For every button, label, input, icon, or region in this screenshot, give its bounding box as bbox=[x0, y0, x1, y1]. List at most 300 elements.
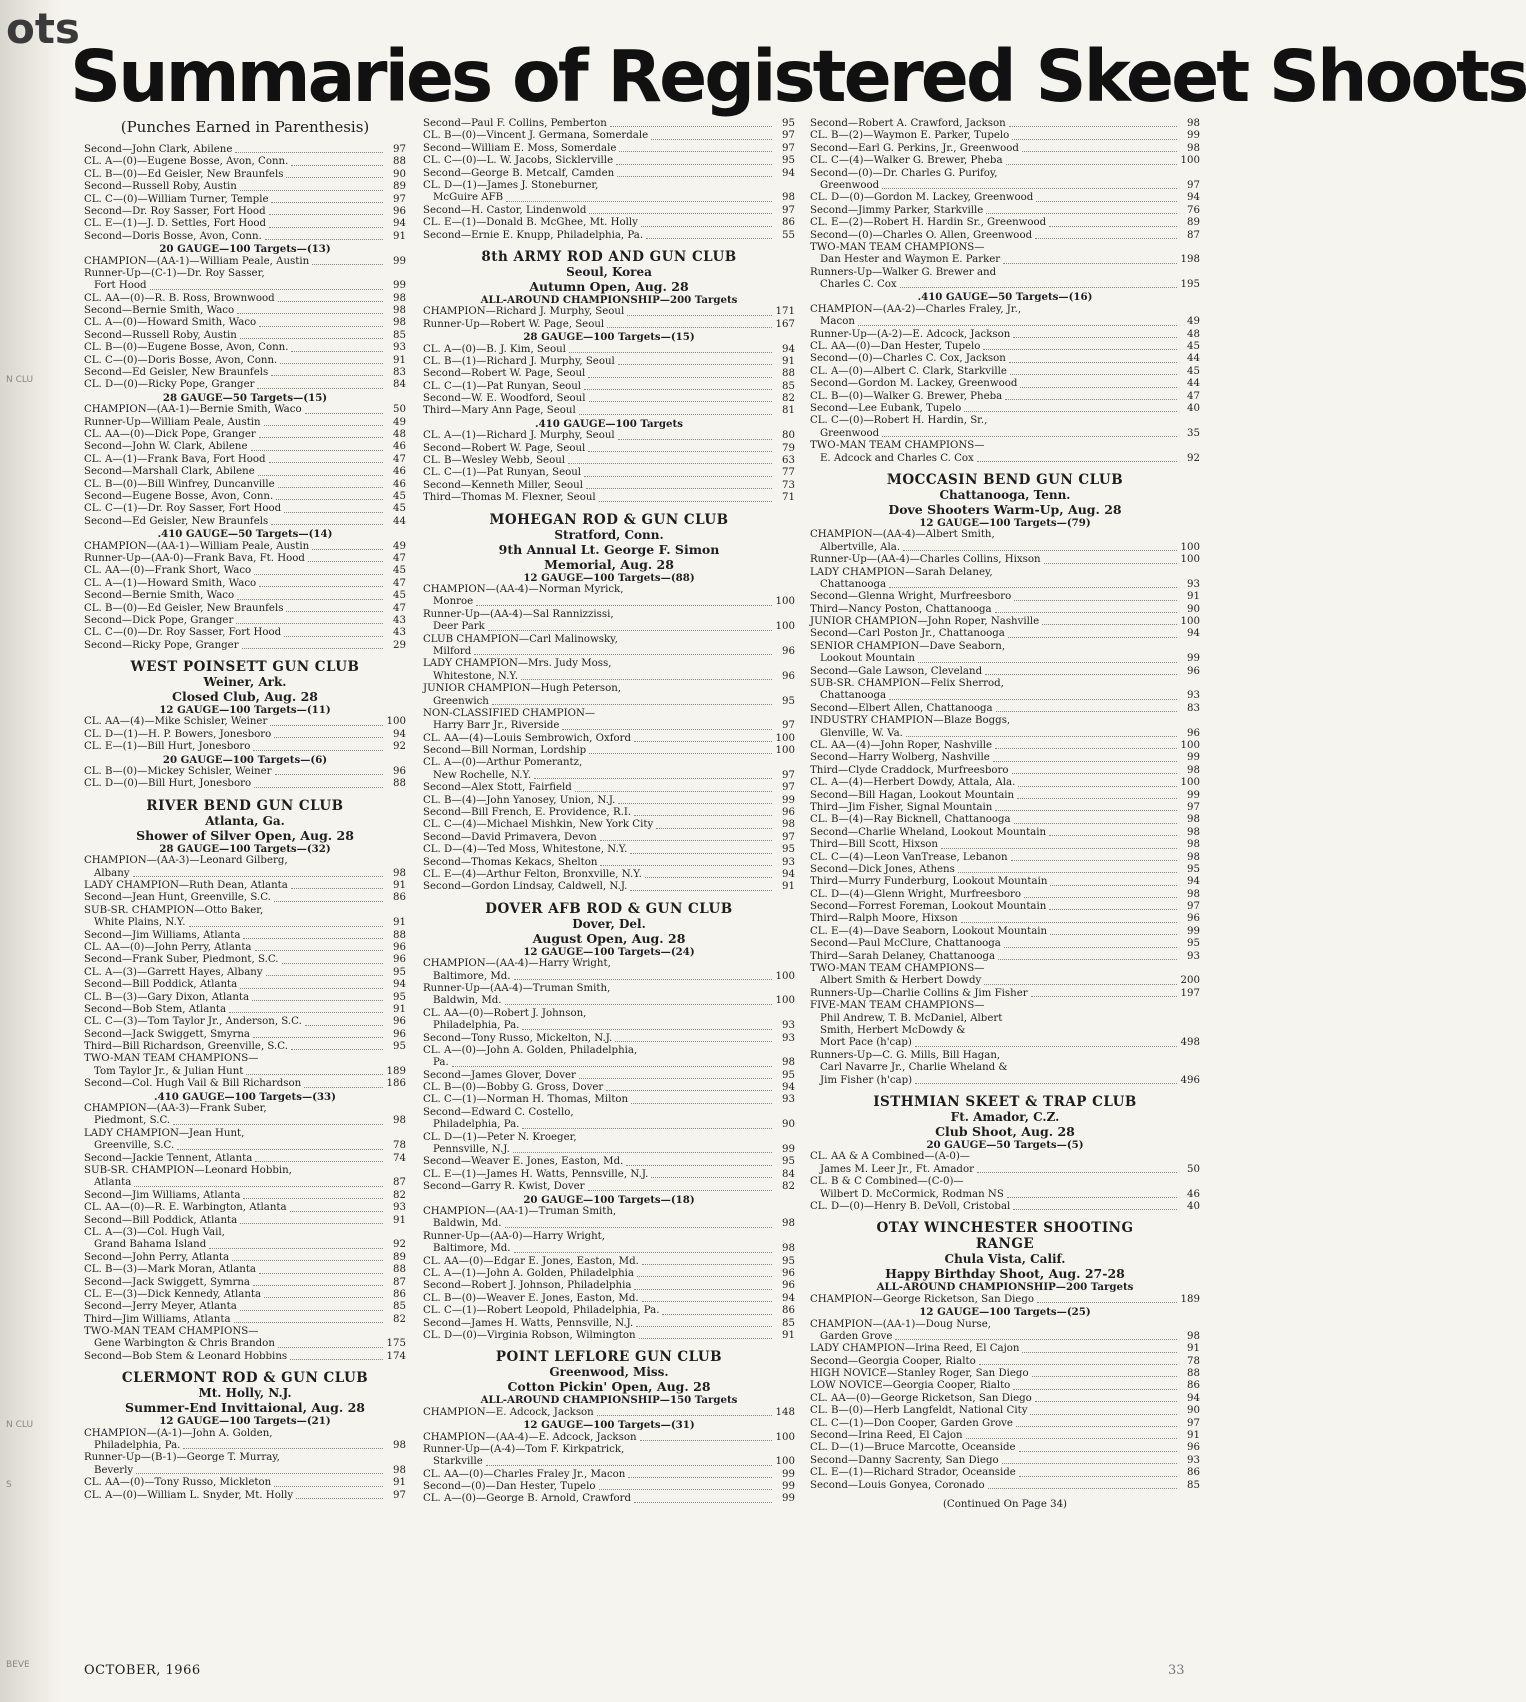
dot-leader bbox=[242, 640, 383, 649]
dot-leader bbox=[255, 942, 383, 951]
result-entry: White Plains, N.Y. bbox=[94, 917, 186, 929]
result-score: 97 bbox=[393, 144, 406, 155]
event-category: .410 GAUGE—100 Targets—(33) bbox=[154, 1090, 336, 1103]
result-score: 98 bbox=[1187, 888, 1200, 900]
result-entry: Albert Smith & Herbert Dowdy bbox=[820, 975, 982, 987]
result-row bbox=[423, 819, 795, 831]
result-row bbox=[423, 782, 795, 794]
dot-leader bbox=[312, 256, 383, 265]
dot-leader bbox=[274, 1477, 383, 1486]
dot-leader bbox=[584, 381, 772, 390]
result-row bbox=[810, 554, 1200, 566]
result-score: 84 bbox=[393, 379, 406, 391]
result-score: 95 bbox=[782, 118, 795, 129]
result-score: 189 bbox=[386, 1065, 406, 1077]
dot-leader bbox=[1022, 143, 1177, 152]
result-line: SUB-SR. CHAMPION—Otto Baker, bbox=[84, 904, 264, 916]
dot-leader bbox=[284, 627, 383, 636]
result-score: 175 bbox=[386, 1338, 406, 1350]
dot-leader bbox=[882, 428, 1177, 437]
result-row bbox=[810, 852, 1200, 864]
result-row bbox=[810, 341, 1200, 353]
result-entry: CL. C—(4)—Walker G. Brewer, Pheba bbox=[810, 155, 1003, 167]
result-row bbox=[810, 1430, 1200, 1442]
result-row bbox=[84, 156, 406, 168]
result-score: 85 bbox=[1187, 1479, 1200, 1491]
result-row bbox=[84, 194, 406, 206]
dot-leader bbox=[1013, 329, 1177, 338]
result-entry: CL. A—(0)—Eugene Bosse, Avon, Conn. bbox=[84, 156, 289, 168]
dot-leader bbox=[258, 466, 383, 475]
result-score: 96 bbox=[393, 1028, 406, 1040]
result-row bbox=[84, 716, 406, 728]
result-score: 45 bbox=[1187, 341, 1200, 353]
dot-leader bbox=[588, 443, 772, 452]
result-row bbox=[423, 1094, 795, 1106]
result-row bbox=[810, 839, 1200, 851]
result-score: 167 bbox=[775, 318, 795, 330]
result-entry: Lookout Mountain bbox=[820, 653, 915, 665]
result-line: CL. A—(0)—John A. Golden, Philadelphia, bbox=[423, 1044, 638, 1056]
event-category: 20 GAUGE—50 Targets—(5) bbox=[926, 1138, 1084, 1151]
event-category: 20 GAUGE—100 Targets—(18) bbox=[523, 1193, 695, 1206]
result-row bbox=[84, 942, 406, 954]
result-score: 86 bbox=[393, 892, 406, 904]
result-row bbox=[810, 1164, 1200, 1176]
result-score: 98 bbox=[1187, 826, 1200, 838]
result-entry: Third—Sarah Delaney, Chattanooga bbox=[810, 950, 996, 962]
result-score: 48 bbox=[1187, 328, 1200, 340]
result-entry: Second—Dick Pope, Granger bbox=[84, 614, 234, 626]
dot-leader bbox=[492, 696, 772, 705]
result-score: 82 bbox=[393, 1189, 406, 1201]
result-line: Runner-Up—(AA-4)—Sal Rannizzissi, bbox=[423, 608, 614, 620]
dot-leader bbox=[1036, 192, 1177, 201]
result-score: 50 bbox=[393, 404, 406, 416]
result-entry: Second—Weaver E. Jones, Easton, Md. bbox=[423, 1156, 624, 1168]
result-entry: CHAMPION—(AA-4)—E. Adcock, Jackson bbox=[423, 1431, 637, 1443]
result-entry: CL. C—(0)—William Turner, Temple bbox=[84, 193, 269, 205]
result-line: SUB-SR. CHAMPION—Leonard Hobbin, bbox=[84, 1165, 292, 1177]
result-entry: Second—John W. Clark, Abilene bbox=[84, 441, 248, 453]
result-entry: Chattanooga bbox=[820, 690, 887, 702]
result-entry: Greenville, S.C. bbox=[94, 1140, 175, 1152]
result-score: 95 bbox=[782, 1255, 795, 1267]
result-entry: CL. B—Wesley Webb, Seoul bbox=[423, 455, 566, 467]
dot-leader bbox=[986, 205, 1177, 214]
result-score: 98 bbox=[393, 305, 406, 317]
result-entry: CL. AA—(0)—Charles Fraley Jr., Macon bbox=[423, 1468, 626, 1480]
result-score: 100 bbox=[386, 716, 406, 728]
result-entry: LADY CHAMPION—Irina Reed, El Cajon bbox=[810, 1343, 1020, 1355]
dot-leader bbox=[476, 596, 772, 605]
dot-leader bbox=[1050, 926, 1177, 935]
result-line: CHAMPION—(AA-3)—Leonard Gilberg, bbox=[84, 855, 288, 867]
result-line: CHAMPION—(AA-3)—Frank Suber, bbox=[84, 1103, 267, 1115]
dot-leader bbox=[189, 917, 383, 926]
dot-leader bbox=[646, 230, 772, 239]
result-line: JUNIOR CHAMPION—Hugh Peterson, bbox=[423, 683, 622, 695]
result-score: 94 bbox=[1187, 192, 1200, 204]
result-entry: CL. C—(1)—Norman H. Thomas, Milton bbox=[423, 1094, 629, 1106]
result-entry: CL. B—(0)—Weaver E. Jones, Easton, Md. bbox=[423, 1292, 639, 1304]
event-category: 12 GAUGE—100 Targets—(88) bbox=[523, 571, 695, 584]
result-entry: CL. AA—(4)—Louis Sembrowich, Oxford bbox=[423, 732, 632, 744]
dot-leader bbox=[640, 1432, 772, 1441]
result-entry: Gene Warbington & Chris Brandon bbox=[94, 1338, 275, 1350]
result-score: 45 bbox=[1187, 365, 1200, 377]
result-score: 82 bbox=[782, 1181, 795, 1193]
result-row bbox=[810, 1356, 1200, 1368]
result-row bbox=[423, 869, 795, 881]
dot-leader bbox=[254, 565, 383, 574]
result-entry: Garden Grove bbox=[820, 1330, 893, 1342]
result-entry: Second—John Perry, Atlanta bbox=[84, 1251, 230, 1263]
dot-leader bbox=[636, 1318, 772, 1327]
result-score: 93 bbox=[393, 1202, 406, 1214]
result-score: 44 bbox=[393, 515, 406, 527]
result-score: 88 bbox=[393, 929, 406, 941]
result-entry: Second—Frank Suber, Piedmont, S.C. bbox=[84, 954, 279, 966]
result-score: 85 bbox=[393, 1301, 406, 1313]
result-entry: CL. AA—(0)—Dick Pope, Granger bbox=[84, 429, 256, 441]
club-location: Chattanooga, Tenn. bbox=[939, 487, 1071, 502]
result-entry: JUNIOR CHAMPION—John Roper, Nashville bbox=[810, 616, 1040, 628]
result-row bbox=[423, 1280, 795, 1292]
result-score: 100 bbox=[775, 732, 795, 744]
dot-leader bbox=[305, 404, 383, 413]
result-entry: CL. C—(0)—Dr. Roy Sasser, Fort Hood bbox=[84, 627, 282, 639]
result-row bbox=[423, 192, 795, 204]
result-entry: CL. A—(0)—Albert C. Clark, Starkville bbox=[810, 365, 1007, 377]
result-entry: Third—Jim Fisher, Signal Mountain bbox=[810, 801, 993, 813]
result-score: 84 bbox=[782, 1168, 795, 1180]
result-entry: Third—Mary Ann Page, Seoul bbox=[423, 405, 576, 417]
result-entry: CL. C—(0)—L. W. Jacobs, Sicklerville bbox=[423, 155, 614, 167]
result-row bbox=[84, 293, 406, 305]
result-score: 91 bbox=[393, 1477, 406, 1489]
dot-leader bbox=[474, 646, 772, 655]
result-row bbox=[423, 405, 795, 417]
dot-leader bbox=[505, 995, 772, 1004]
dot-leader bbox=[266, 967, 383, 976]
dot-leader bbox=[236, 615, 383, 624]
result-entry: Second—Irina Reed, El Cajon bbox=[810, 1430, 963, 1442]
result-score: 74 bbox=[393, 1152, 406, 1164]
event-title: Closed Club, Aug. 28 bbox=[172, 689, 318, 705]
result-score: 97 bbox=[782, 769, 795, 781]
result-entry: Jim Fisher (h'cap) bbox=[820, 1074, 913, 1086]
result-score: 91 bbox=[393, 1214, 406, 1226]
result-row bbox=[423, 1070, 795, 1082]
dot-leader bbox=[634, 807, 772, 816]
result-entry: Second—Jackie Tennent, Atlanta bbox=[84, 1152, 253, 1164]
result-entry: Second—Jean Hunt, Greenville, S.C. bbox=[84, 892, 271, 904]
dot-leader bbox=[514, 971, 772, 980]
result-entry: Second—Bill French, E. Providence, R.I. bbox=[423, 807, 632, 819]
result-row bbox=[810, 1368, 1200, 1380]
result-row bbox=[84, 231, 406, 243]
result-row bbox=[810, 279, 1200, 291]
dot-leader bbox=[600, 832, 772, 841]
result-score: 91 bbox=[1187, 1430, 1200, 1442]
result-score: 100 bbox=[1180, 554, 1200, 566]
result-row bbox=[423, 844, 795, 856]
result-row bbox=[810, 1467, 1200, 1479]
result-row bbox=[84, 892, 406, 904]
dot-leader bbox=[579, 1070, 772, 1079]
result-score: 96 bbox=[393, 1016, 406, 1028]
result-score: 95 bbox=[393, 966, 406, 978]
result-entry: CL. A—(1)—Howard Smith, Waco bbox=[84, 577, 257, 589]
result-score: 99 bbox=[782, 1468, 795, 1480]
result-score: 89 bbox=[1187, 217, 1200, 229]
result-line: CL. C—(0)—Robert H. Hardin, Sr., bbox=[810, 415, 988, 427]
result-line: TWO-MAN TEAM CHAMPIONS— bbox=[810, 241, 985, 253]
result-score: 83 bbox=[1187, 702, 1200, 714]
result-row bbox=[423, 1268, 795, 1280]
dot-leader bbox=[264, 417, 383, 426]
result-row bbox=[810, 666, 1200, 678]
result-score: 47 bbox=[393, 602, 406, 614]
result-row bbox=[423, 1020, 795, 1032]
result-score: 99 bbox=[782, 1481, 795, 1493]
result-row bbox=[423, 696, 795, 708]
result-row bbox=[84, 181, 406, 193]
dot-leader bbox=[259, 578, 383, 587]
result-score: 95 bbox=[782, 844, 795, 856]
result-score: 78 bbox=[1187, 1355, 1200, 1367]
dot-leader bbox=[662, 1305, 772, 1314]
event-category: ALL-AROUND CHAMPIONSHIP—200 Targets bbox=[480, 293, 738, 306]
result-entry: Second—W. E. Woodford, Seoul bbox=[423, 393, 586, 405]
club-name: 8th ARMY ROD AND GUN CLUB bbox=[481, 248, 737, 265]
result-score: 44 bbox=[1187, 378, 1200, 390]
result-row bbox=[423, 1033, 795, 1045]
result-entry: Mort Pace (h'cap) bbox=[820, 1037, 912, 1049]
result-entry: Second—Gale Lawson, Cleveland bbox=[810, 665, 983, 677]
result-entry: Second—Paul F. Collins, Pemberton bbox=[423, 118, 607, 129]
result-score: 96 bbox=[782, 807, 795, 819]
result-line: TWO-MAN TEAM CHAMPIONS— bbox=[810, 963, 985, 975]
result-score: 93 bbox=[782, 1020, 795, 1032]
result-row bbox=[84, 1215, 406, 1227]
result-row bbox=[84, 491, 406, 503]
dot-leader bbox=[237, 305, 383, 314]
result-entry: Second—Elbert Allen, Chattanooga bbox=[810, 702, 993, 714]
adjacent-page-edge bbox=[0, 0, 80, 1702]
club-name: ISTHMIAN SKEET & TRAP CLUB bbox=[873, 1093, 1137, 1110]
result-entry: McGuire AFB bbox=[433, 192, 504, 204]
result-entry: Second—Gordon Lindsay, Caldwell, N.J. bbox=[423, 881, 628, 893]
result-entry: Philadelphia, Pa. bbox=[94, 1440, 181, 1452]
dot-leader bbox=[634, 1493, 772, 1502]
result-row bbox=[84, 479, 406, 491]
result-row bbox=[810, 1455, 1200, 1467]
result-entry: CL. B—(0)—Bill Winfrey, Duncanville bbox=[84, 478, 275, 490]
page-number: 33 bbox=[1168, 1663, 1185, 1678]
result-score: 86 bbox=[782, 217, 795, 229]
dot-leader bbox=[1019, 1467, 1177, 1476]
result-row bbox=[84, 553, 406, 565]
result-score: 63 bbox=[782, 455, 795, 467]
event-category: 12 GAUGE—100 Targets—(31) bbox=[523, 1419, 695, 1432]
dot-leader bbox=[1049, 827, 1177, 836]
result-entry: CL. A—(3)—Garrett Hayes, Albany bbox=[84, 966, 263, 978]
result-score: 44 bbox=[1187, 353, 1200, 365]
result-line: CLUB CHAMPION—Carl Malinowsky, bbox=[423, 633, 618, 645]
result-row bbox=[84, 1016, 406, 1028]
result-row bbox=[423, 733, 795, 745]
result-row bbox=[423, 795, 795, 807]
result-row bbox=[84, 1153, 406, 1165]
result-score: 95 bbox=[1187, 863, 1200, 875]
result-row bbox=[810, 143, 1200, 155]
result-line: LADY CHAMPION—Jean Hunt, bbox=[84, 1127, 245, 1139]
result-entry: LOW NOVICE—Georgia Cooper, Rialto bbox=[810, 1380, 1011, 1392]
dot-leader bbox=[1013, 1201, 1177, 1210]
result-line: NON-CLASSIFIED CHAMPION— bbox=[423, 707, 596, 719]
dot-leader bbox=[243, 1190, 383, 1199]
dot-leader bbox=[1035, 1393, 1177, 1402]
dot-leader bbox=[1004, 938, 1177, 947]
result-entry: CL. B—(3)—Gary Dixon, Atlanta bbox=[84, 991, 250, 1003]
result-entry: Second—Bill Norman, Lordship bbox=[423, 745, 587, 757]
result-row bbox=[810, 428, 1200, 440]
result-entry: Runner-Up—Robert W. Page, Seoul bbox=[423, 318, 605, 330]
result-row bbox=[810, 728, 1200, 740]
result-score: 90 bbox=[393, 168, 406, 180]
dot-leader bbox=[234, 1314, 383, 1323]
result-score: 95 bbox=[782, 1069, 795, 1081]
result-score: 96 bbox=[1187, 1442, 1200, 1454]
club-name: WEST POINSETT GUN CLUB bbox=[130, 659, 360, 676]
result-entry: CL. D—(0)—Bill Hurt, Jonesboro bbox=[84, 778, 252, 790]
dot-leader bbox=[1012, 765, 1177, 774]
dot-leader bbox=[286, 603, 383, 612]
continued-note: (Continued On Page 34) bbox=[942, 1498, 1068, 1510]
result-entry: Milford bbox=[433, 645, 472, 657]
result-line: SUB-SR. CHAMPION—Felix Sherrod, bbox=[810, 678, 1004, 690]
dot-leader bbox=[308, 553, 383, 562]
result-row bbox=[423, 1119, 795, 1131]
result-row bbox=[84, 603, 406, 615]
dot-leader bbox=[958, 864, 1177, 873]
result-entry: CL. C—(1)—Pat Runyan, Seoul bbox=[423, 380, 582, 392]
result-score: 94 bbox=[782, 1292, 795, 1304]
result-entry: Second—Danny Sacrenty, San Diego bbox=[810, 1454, 999, 1466]
dot-leader bbox=[259, 317, 383, 326]
dot-leader bbox=[312, 541, 383, 550]
result-score: 94 bbox=[782, 868, 795, 880]
result-row bbox=[84, 503, 406, 515]
dot-leader bbox=[562, 720, 772, 729]
result-entry: Deer Park bbox=[433, 621, 485, 633]
dot-leader bbox=[977, 1164, 1177, 1173]
result-row bbox=[810, 777, 1200, 789]
dot-leader bbox=[534, 770, 772, 779]
result-entry: Dan Hester and Waymon E. Parker bbox=[820, 254, 1001, 266]
result-entry: Second—Jack Swiggett, Symrna bbox=[84, 1276, 250, 1288]
dot-leader bbox=[634, 733, 772, 742]
result-score: 95 bbox=[1187, 938, 1200, 950]
result-entry: CL. A—(1)—Frank Bava, Fort Hood bbox=[84, 453, 266, 465]
result-entry: CL. D—(1)—H. P. Bowers, Jonesboro bbox=[84, 728, 272, 740]
result-row bbox=[810, 403, 1200, 415]
result-entry: Second—William E. Moss, Somerdale bbox=[423, 142, 617, 154]
result-entry: CHAMPION—(AA-1)—William Peale, Austin bbox=[84, 255, 310, 267]
result-score: 98 bbox=[1187, 142, 1200, 154]
result-score: 98 bbox=[393, 317, 406, 329]
club-location: Seoul, Korea bbox=[566, 264, 652, 279]
result-entry: New Rochelle, N.Y. bbox=[433, 769, 532, 781]
result-row bbox=[84, 1239, 406, 1251]
dot-leader bbox=[505, 1218, 772, 1227]
result-entry: CHAMPION—George Ricketson, San Diego bbox=[810, 1293, 1035, 1305]
result-row bbox=[84, 1490, 406, 1502]
result-entry: Second—Jim Williams, Atlanta bbox=[84, 1189, 241, 1201]
dot-leader bbox=[586, 480, 772, 489]
result-score: 86 bbox=[1187, 1467, 1200, 1479]
dot-leader bbox=[275, 766, 383, 775]
result-score: 98 bbox=[393, 1115, 406, 1127]
dot-leader bbox=[183, 1440, 383, 1449]
result-score: 50 bbox=[1187, 1163, 1200, 1175]
result-score: 82 bbox=[782, 393, 795, 405]
result-entry: CL. E—(3)—Dick Kennedy, Atlanta bbox=[84, 1288, 262, 1300]
result-entry: Second—Jimmy Parker, Starkville bbox=[810, 204, 984, 216]
dot-leader bbox=[255, 1153, 383, 1162]
result-row bbox=[84, 741, 406, 753]
result-score: 85 bbox=[782, 1317, 795, 1329]
dot-leader bbox=[639, 1330, 772, 1339]
result-score: 92 bbox=[393, 741, 406, 753]
result-line: Runners-Up—Walker G. Brewer and bbox=[810, 266, 997, 278]
dot-leader bbox=[1006, 155, 1177, 164]
result-score: 100 bbox=[775, 970, 795, 982]
result-entry: Second—Lee Eubank, Tupelo bbox=[810, 403, 962, 414]
result-row bbox=[810, 453, 1200, 465]
dot-leader bbox=[630, 881, 772, 890]
result-entry: Second—Ernie E. Knupp, Philadelphia, Pa. bbox=[423, 229, 644, 241]
dot-leader bbox=[634, 1280, 772, 1289]
result-entry: Baldwin, Md. bbox=[433, 995, 502, 1007]
results-column-2 bbox=[423, 118, 795, 1506]
result-row bbox=[423, 130, 795, 142]
result-score: 90 bbox=[1187, 603, 1200, 615]
dot-leader bbox=[271, 367, 383, 376]
result-row bbox=[423, 1144, 795, 1156]
club-location: Mt. Holly, N.J. bbox=[198, 1386, 292, 1401]
result-row bbox=[423, 1318, 795, 1330]
result-entry: Second—Bill Poddick, Atlanta bbox=[84, 1214, 238, 1226]
dot-leader bbox=[617, 168, 772, 177]
result-row bbox=[810, 316, 1200, 328]
dot-leader bbox=[269, 454, 383, 463]
result-row bbox=[810, 579, 1200, 591]
dot-leader bbox=[284, 503, 383, 512]
punches-subheading: (Punches Earned in Parenthesis) bbox=[120, 118, 370, 136]
result-score: 174 bbox=[386, 1350, 406, 1362]
result-row bbox=[423, 971, 795, 983]
result-score: 96 bbox=[393, 941, 406, 953]
result-row bbox=[810, 118, 1200, 130]
result-row bbox=[84, 1440, 406, 1452]
dot-leader bbox=[486, 1456, 772, 1465]
result-row bbox=[423, 1057, 795, 1069]
result-score: 45 bbox=[393, 503, 406, 515]
result-entry: CHAMPION—(AA-1)—Bernie Smith, Waco bbox=[84, 404, 302, 416]
